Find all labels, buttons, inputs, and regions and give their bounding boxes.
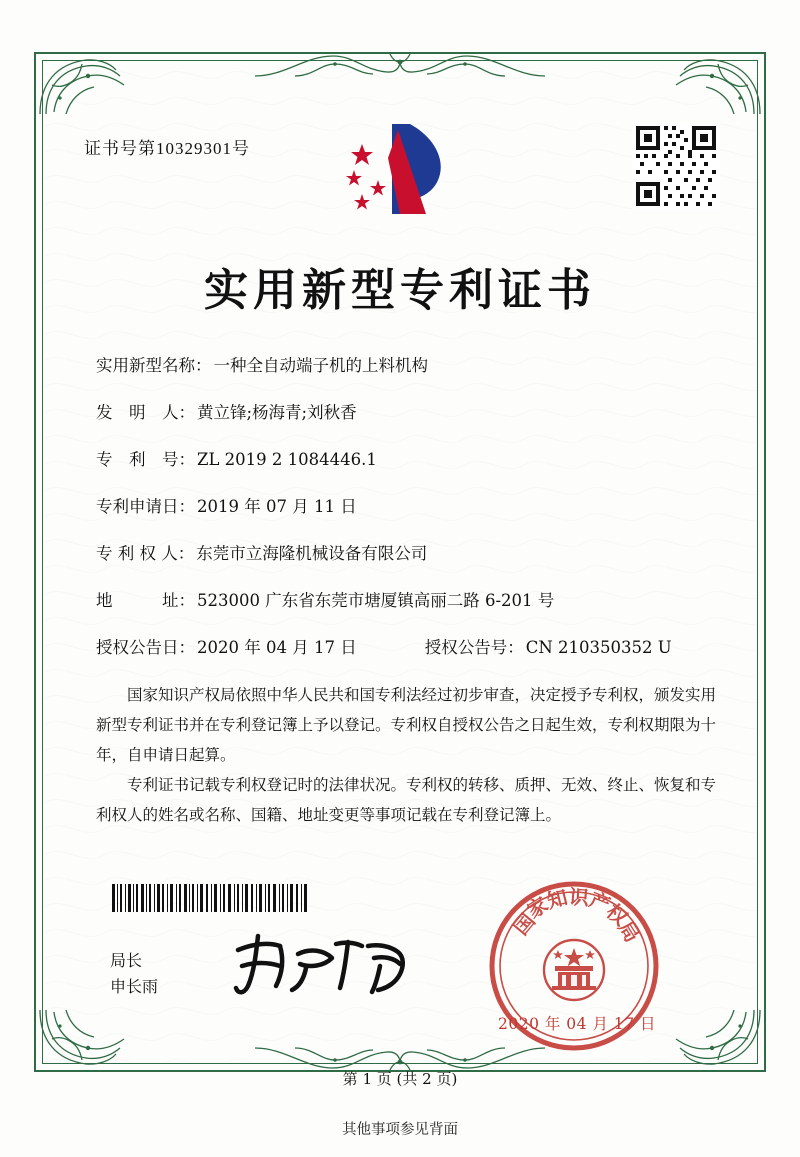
legal-text [96, 680, 716, 830]
field-row-application-date [96, 493, 716, 517]
grant-date-value: 2020 年 04 月 17 日 [197, 638, 357, 657]
svg-text:国: 国 [508, 908, 540, 940]
svg-text:权: 权 [601, 899, 633, 931]
seal-date: 2020 年 04 月 17 日 [498, 1015, 657, 1033]
director-title-label: 局长 [110, 951, 143, 970]
corner-ornament-icon [36, 54, 132, 118]
barcode-icon [112, 884, 308, 912]
field-label: 专 利 权 人： [96, 544, 195, 563]
field-label: 发 明 人： [96, 403, 195, 422]
paragraph-1: 国家知识产权局依照中华人民共和国专利法经过初步审查，决定授予专利权，颁发实用新型专利证书并在专利登记簿上予以登记。专利权自授权公告之日起生效，专利权期限为十年，自申请日起算。 [96, 686, 717, 764]
field-row-patentee [96, 540, 716, 564]
field-label: 地 址： [96, 591, 195, 610]
director-name-label: 申长雨 [110, 977, 159, 996]
qr-code-icon [632, 122, 720, 210]
corner-ornament-icon [668, 54, 764, 118]
svg-text:识: 识 [568, 884, 590, 910]
field-label: 实用新型名称： [96, 356, 212, 375]
field-label: 专 利 号： [96, 450, 195, 469]
page-number: 第 1 页 (共 2 页) [342, 1070, 458, 1088]
svg-text:产: 产 [586, 887, 614, 917]
page-title: 实用新型专利证书 [204, 265, 596, 316]
field-value: 2019 年 07 月 11 日 [197, 497, 357, 516]
field-label: 专利申请日： [96, 497, 195, 516]
field-row-address [96, 587, 716, 611]
footer-note: 其他事项参见背面 [342, 1122, 458, 1138]
top-ornament-icon [255, 50, 545, 84]
svg-text:局: 局 [613, 916, 645, 947]
field-value: 523000 广东省东莞市塘厦镇高丽二路 6-201 号 [197, 591, 555, 610]
svg-text:知: 知 [544, 884, 570, 914]
handwritten-signature-icon [228, 930, 418, 1000]
field-row-patent-number [96, 446, 716, 470]
paragraph-2: 专利证书记载专利权登记时的法律状况。专利权的转移、质押、无效、终止、恢复和专利权人的姓名或名称、国籍、地址变更等事项记载在专利登记簿上。 [96, 776, 717, 824]
field-row-name [96, 352, 716, 376]
field-list [96, 352, 716, 681]
field-value: 黄立锋;杨海青;刘秋香 [197, 403, 357, 422]
svg-text:家: 家 [522, 892, 553, 923]
field-value: 一种全自动端子机的上料机构 [213, 356, 428, 375]
corner-ornament-icon [668, 1006, 764, 1070]
field-row-grant [96, 634, 716, 658]
grant-date-label: 授权公告日： [96, 638, 195, 657]
signature-labels [110, 948, 158, 1000]
certificate-number: 证书号第10329301号 [84, 139, 250, 158]
field-value: 东莞市立海隆机械设备有限公司 [196, 544, 428, 563]
field-row-inventor [96, 399, 716, 423]
cnipa-emblem-icon [340, 118, 456, 226]
corner-ornament-icon [36, 1006, 132, 1070]
field-value: ZL 2019 2 1084446.1 [197, 450, 377, 469]
grant-number-label: 授权公告号： [424, 638, 524, 657]
grant-number-value: CN 210350352 U [525, 638, 672, 657]
